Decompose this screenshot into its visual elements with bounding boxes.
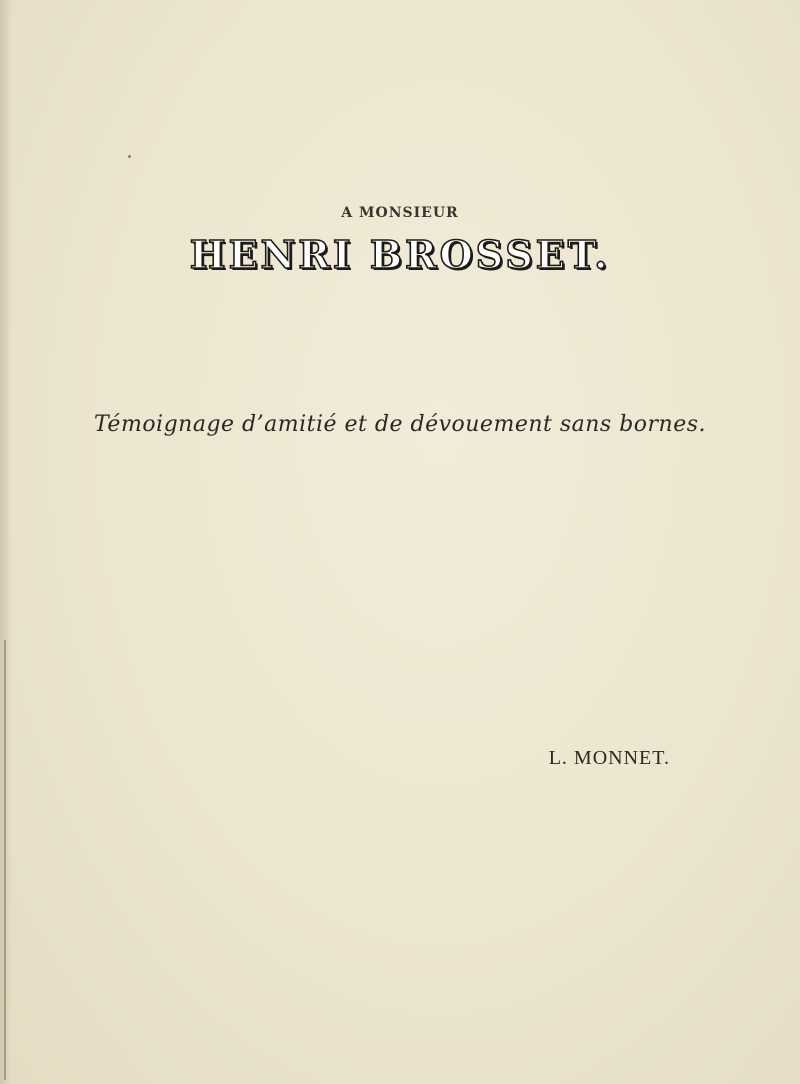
dedication-prefix: A MONSIEUR xyxy=(341,205,459,221)
dedicatee-name: HENRI BROSSET. xyxy=(189,232,611,277)
author-signature: L. MONNET. xyxy=(548,747,670,769)
page-edge-shadow xyxy=(4,640,6,1080)
paper-speck xyxy=(128,155,131,158)
dedication-text: Témoignage d’amitié et de dévouement sans bornes. xyxy=(93,412,707,437)
page-binding-edge xyxy=(0,0,12,1084)
